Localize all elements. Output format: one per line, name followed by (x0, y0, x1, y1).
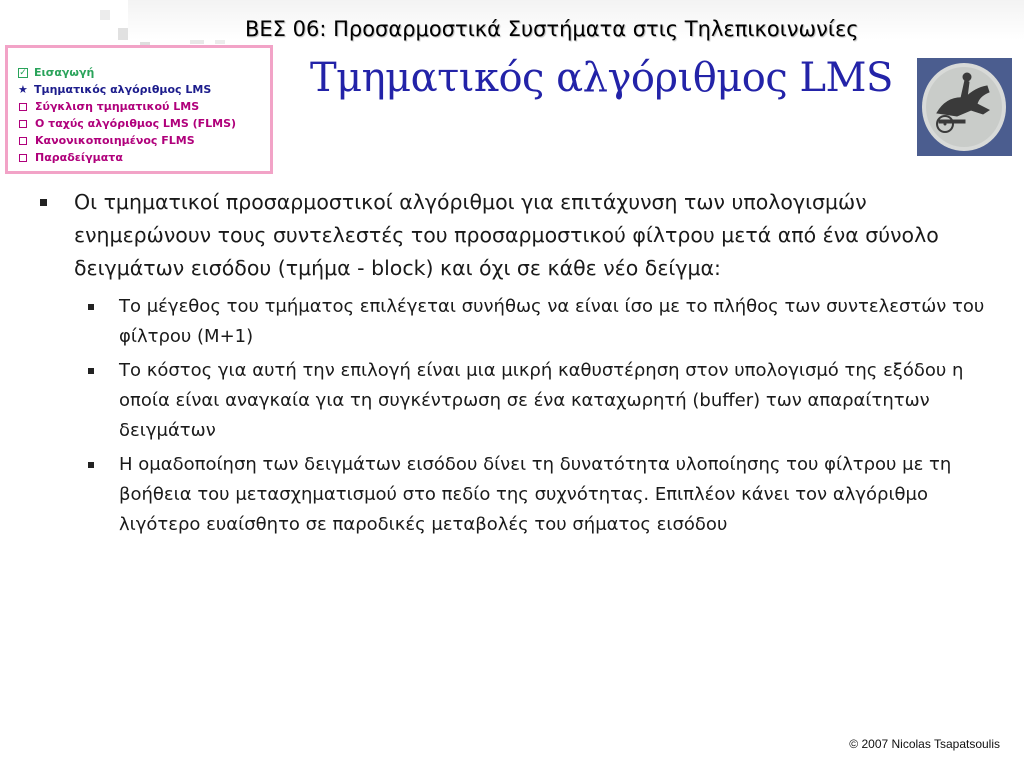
toc-item-flms[interactable] (18, 115, 270, 132)
toc-item-normalized-flms[interactable] (18, 132, 270, 149)
check-box-icon: ✓ (19, 67, 27, 78)
ancient-coin-image (917, 58, 1012, 156)
toc-item-label: Ο ταχύς αλγόριθμος LMS (FLMS) (35, 117, 237, 130)
empty-box-icon (19, 103, 27, 111)
star-icon: ★ (18, 83, 28, 96)
empty-box-icon (19, 154, 27, 162)
sub-bullet (38, 356, 998, 446)
toc-item-introduction[interactable] (18, 64, 270, 81)
sub-bullet-text: Η ομαδοποίηση των δειγμάτων εισόδου δίνει τη δυνατότητα υλοποίησης του φίλτρου με τη βοήθεια του μετασχηματισμού στο πεδίο της συχνότητας. Επιπλέον κάνει τον αλγόριθμο λιγότερο ευαίσθητο σε παροδικές μεταβολές του σήματος εισόδου (119, 454, 952, 535)
empty-box-icon (19, 120, 27, 128)
table-of-contents (5, 45, 273, 174)
copyright-footer: © 2007 Nicolas Tsapatsoulis (849, 737, 1000, 751)
toc-item-label: Σύγκλιση τμηματικού LMS (35, 100, 200, 113)
sub-bullet-text: Το κόστος για αυτή την επιλογή είναι μια μικρή καθυστέρηση στον υπολογισμό της εξόδου η οποία είναι αναγκαία για τη συγκέντρωση σε ένα καταχωρητή (buffer) των απαραίτητων δειγμάτων (119, 360, 964, 441)
bullet-square-icon (88, 368, 94, 374)
main-bullet-text: Οι τμηματικοί προσαρμοστικοί αλγόριθμοι για επιτάχυνση των υπολογισμών ενημερώνουν τους συντελεστές του προσαρμοστικού φίλτρου μετά από ένα σύνολο δειγμάτων εισόδου (τμήμα - block) και όχι σε κάθε νέο δείγμα: (74, 190, 939, 280)
main-bullet (38, 186, 998, 285)
sub-bullet (38, 450, 998, 540)
slide-body (38, 186, 998, 544)
sub-bullet (38, 292, 998, 352)
toc-item-label: Παραδείγματα (35, 151, 123, 164)
toc-item-label: Κανονικοποιημένος FLMS (35, 134, 195, 147)
course-title: ΒΕΣ 06: Προσαρμοστικά Συστήματα στις Τηλεπικοινωνίες (245, 17, 859, 41)
toc-item-convergence[interactable] (18, 98, 270, 115)
bullet-square-icon (88, 304, 94, 310)
toc-item-block-lms[interactable] (18, 81, 270, 98)
toc-item-label: Εισαγωγή (34, 66, 95, 79)
sub-bullet-text: Το μέγεθος του τμήματος επιλέγεται συνήθως να είναι ίσο με το πλήθος των συντελεστών του φίλτρου (M+1) (119, 296, 985, 347)
sub-bullet-list (38, 292, 998, 540)
slide-title: Τμηματικός αλγόριθμος LMS (310, 55, 893, 101)
empty-box-icon (19, 137, 27, 145)
bullet-square-icon (88, 462, 94, 468)
toc-item-examples[interactable] (18, 149, 270, 166)
toc-item-label: Τμηματικός αλγόριθμος LMS (34, 83, 212, 96)
bullet-square-icon (40, 199, 47, 206)
